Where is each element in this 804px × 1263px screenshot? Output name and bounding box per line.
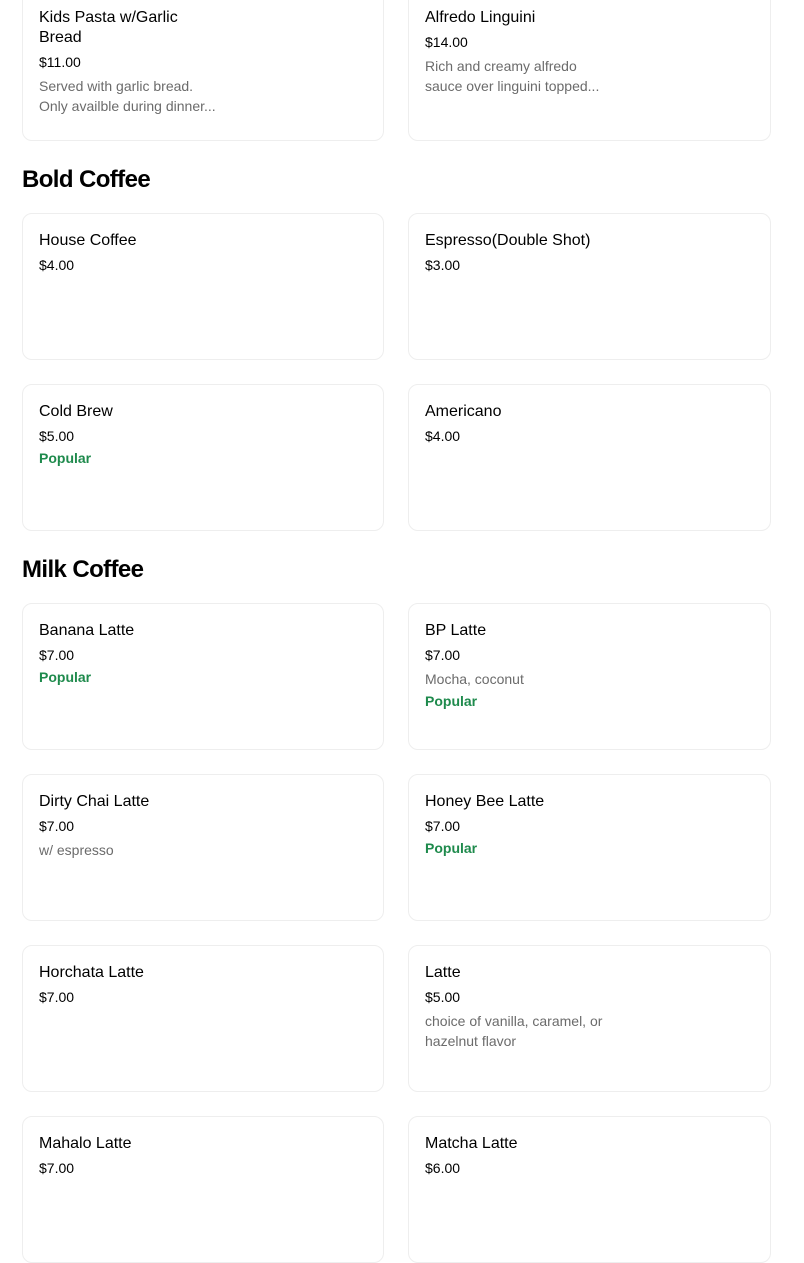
item-description: Rich and creamy alfredo sauce over linguini topped... <box>425 58 600 94</box>
item-price: $7.00 <box>39 818 75 834</box>
item-name: Latte <box>425 964 461 981</box>
item-price: $4.00 <box>39 257 75 273</box>
menu-item-card[interactable] <box>408 1116 771 1263</box>
menu-item-card[interactable] <box>408 213 771 360</box>
item-description: choice of vanilla, caramel, or hazelnut flavor <box>425 1013 603 1049</box>
item-name: Alfredo Linguini <box>425 9 536 26</box>
item-price: $7.00 <box>39 989 75 1005</box>
menu-item-card[interactable] <box>22 774 384 921</box>
item-price: $3.00 <box>425 257 461 273</box>
item-price: $7.00 <box>39 647 75 663</box>
item-name: House Coffee <box>39 232 137 249</box>
item-name: Banana Latte <box>39 622 135 639</box>
menu-item-card[interactable] <box>408 384 771 531</box>
menu-item-card[interactable] <box>408 945 771 1092</box>
item-price: $7.00 <box>425 647 461 663</box>
item-name: Dirty Chai Latte <box>39 793 150 810</box>
item-name: Cold Brew <box>39 403 113 420</box>
item-price: $4.00 <box>425 428 461 444</box>
item-name: Espresso(Double Shot) <box>425 232 591 249</box>
item-price: $11.00 <box>39 54 81 70</box>
item-name: Mahalo Latte <box>39 1135 132 1152</box>
item-name: Kids Pasta w/Garlic Bread <box>39 9 178 46</box>
item-price: $14.00 <box>425 34 468 50</box>
menu-item-card[interactable] <box>22 384 384 531</box>
item-name: Matcha Latte <box>425 1135 518 1152</box>
item-description: Mocha, coconut <box>425 671 524 687</box>
menu-item-card[interactable] <box>22 945 384 1092</box>
menu-item-card[interactable] <box>408 603 771 750</box>
section-title-milk-coffee: Milk Coffee <box>22 556 144 583</box>
item-price: $7.00 <box>39 1160 75 1176</box>
item-name: Honey Bee Latte <box>425 793 545 810</box>
item-price: $5.00 <box>425 989 461 1005</box>
item-price: $6.00 <box>425 1160 461 1176</box>
menu-item-card[interactable] <box>22 213 384 360</box>
item-price: $5.00 <box>39 428 75 444</box>
section-title-bold-coffee: Bold Coffee <box>22 166 151 193</box>
menu-item-card[interactable] <box>22 0 384 141</box>
menu-item-card[interactable] <box>22 603 384 750</box>
menu-item-card[interactable] <box>22 1116 384 1263</box>
item-description: w/ espresso <box>39 842 114 858</box>
popular-badge: Popular <box>39 669 92 685</box>
popular-badge: Popular <box>425 693 478 709</box>
popular-badge: Popular <box>39 450 92 466</box>
menu-item-card[interactable] <box>408 774 771 921</box>
menu-item-card[interactable] <box>408 0 771 141</box>
item-description: Served with garlic bread. Only availble during dinner... <box>39 78 216 114</box>
item-name: Americano <box>425 403 502 420</box>
item-name: BP Latte <box>425 622 487 639</box>
popular-badge: Popular <box>425 840 478 856</box>
item-price: $7.00 <box>425 818 461 834</box>
item-name: Horchata Latte <box>39 964 144 981</box>
